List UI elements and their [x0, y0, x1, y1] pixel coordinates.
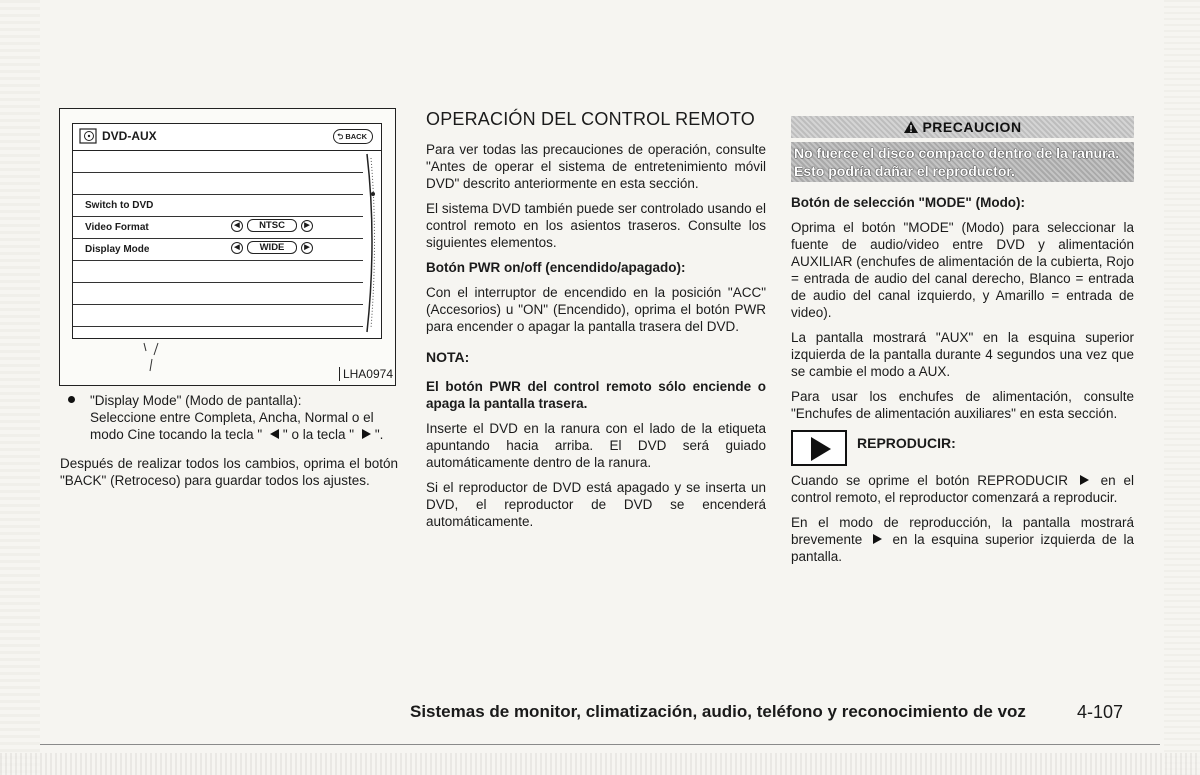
video-format-value: NTSC: [247, 219, 297, 232]
touch-cursor-icon: [140, 341, 170, 381]
nota-text: El botón PWR del control remoto sólo enciende o apaga la pantalla trasera.: [426, 379, 766, 411]
left-key-icon: [270, 429, 279, 439]
pwr-heading: Botón PWR on/off (encendido/apagado):: [426, 260, 686, 275]
dvd-aux-figure: [59, 108, 396, 386]
scan-edge-right: [1164, 0, 1200, 775]
empty-row: [73, 282, 363, 305]
paragraph: El sistema DVD también puede ser controlado usando el control remoto en los asientos traseros. Consulte los siguientes elementos.: [426, 201, 766, 250]
bullet-text-part2: " o la tecla ": [282, 427, 355, 442]
play-icon: [791, 430, 847, 466]
warning-title: PRECAUCION: [922, 119, 1022, 135]
back-button[interactable]: ⮌ BACK: [333, 129, 373, 144]
display-mode-value: WIDE: [247, 241, 297, 254]
back-instruction: Después de realizar todos los cambios, oprima el botón "BACK" (Retroceso) para guardar todos los ajustes.: [60, 456, 398, 488]
left-arrow-icon[interactable]: ◀: [231, 242, 243, 254]
play-inline-icon: [873, 534, 882, 544]
left-arrow-icon[interactable]: ◀: [231, 220, 243, 232]
paragraph: La pantalla mostrará "AUX" en la esquina superior izquierda de la pantalla durante 4 segundos una vez que se cambie el modo a AUX.: [791, 330, 1134, 379]
warning-text: No fuerce el disco compacto dentro de la ranura. Esto podría dañar el reproductor.: [791, 142, 1134, 182]
menu-row-switch-to-dvd[interactable]: [73, 194, 363, 217]
mode-heading: Botón de selección "MODE" (Modo):: [791, 195, 1026, 210]
scrollbar[interactable]: [365, 150, 379, 336]
play-mode-text-part1: En el modo de reproducción, la pantalla mostrará brevemente: [791, 515, 1134, 547]
right-arrow-icon[interactable]: ▶: [301, 220, 313, 232]
empty-row: [73, 260, 363, 283]
paragraph: Para usar los enchufes de alimentación, consulte "Enchufes de alimentación auxiliares" en esta sección.: [791, 389, 1134, 421]
bullet-title: "Display Mode" (Modo de pantalla):: [90, 393, 302, 408]
dvd-aux-screen: [72, 123, 382, 339]
play-text-part2: en el control remoto, el reproductor comenzará a reproducir.: [791, 473, 1134, 505]
empty-row: [73, 304, 363, 327]
play-mode-text-part2: en la esquina superior izquierda de la pantalla.: [791, 532, 1134, 564]
play-inline-icon: [1080, 475, 1089, 485]
right-column: [791, 116, 1134, 573]
empty-row: [73, 150, 363, 173]
nota-heading: NOTA:: [426, 349, 470, 365]
bullet-icon: [68, 396, 75, 403]
warning-header: [791, 116, 1134, 138]
paragraph: Si el reproductor de DVD está apagado y se inserta un DVD, el reproductor de DVD se encenderá automáticamente.: [426, 480, 766, 529]
paragraph: Oprima el botón "MODE" (Modo) para seleccionar la fuente de audio/video entre DVD y alimentación AUXILIAR (enchufes de alimentación de la cubierta, Rojo = entrada de audio del canal derecho, Blanco = entrada de audio del canal izquierdo, y Amarillo = entrada de video).: [791, 220, 1134, 320]
play-heading-row: [791, 430, 1134, 466]
disc-icon: [79, 128, 97, 144]
running-footer: Sistemas de monitor, climatización, audio, teléfono y reconocimiento de voz: [410, 702, 1026, 721]
section-heading: OPERACIÓN DEL CONTROL REMOTO: [426, 109, 755, 129]
right-arrow-icon[interactable]: ▶: [301, 242, 313, 254]
page-number: 4-107: [1077, 702, 1124, 722]
play-heading: REPRODUCIR:: [857, 434, 956, 451]
warning-icon: [903, 120, 919, 134]
bottom-rule: [40, 744, 1160, 745]
display-mode-bullet: [60, 392, 398, 443]
paragraph: Para ver todas las precauciones de operación, consulte "Antes de operar el sistema de entretenimiento móvil DVD" descrito anteriormente en esta sección.: [426, 142, 766, 191]
play-mode-paragraph: [791, 514, 1134, 565]
play-text-part1: Cuando se oprime el botón REPRODUCIR: [791, 473, 1068, 488]
play-paragraph: [791, 472, 1134, 506]
scan-edge-left: [0, 0, 40, 775]
menu-row-display-mode[interactable]: [73, 238, 363, 261]
menu-row-video-format[interactable]: [73, 216, 363, 239]
paragraph: Con el interruptor de encendido en la posición "ACC" (Accesorios) u "ON" (Encendido), oprima el botón PWR para encender o apagar la pantalla trasera del DVD.: [426, 285, 766, 334]
display-mode-control: [231, 241, 313, 254]
screen-header: [73, 124, 381, 151]
paragraph: Inserte el DVD en la ranura con el lado de la etiqueta apuntando hacia arriba. El DVD será guiado automáticamente dentro de la ranura.: [426, 421, 766, 470]
row-label: Switch to DVD: [85, 200, 154, 211]
bullet-text-part1: Seleccione entre Completa, Ancha, Normal o el modo Cine tocando la tecla ": [90, 410, 374, 442]
video-format-control: [231, 219, 313, 232]
bullet-text-part3: ".: [374, 427, 384, 442]
right-key-icon: [362, 429, 371, 439]
left-column: [60, 392, 398, 497]
screen-title: DVD-AUX: [102, 129, 157, 143]
scan-edge-bottom: [0, 753, 1200, 775]
row-label: Display Mode: [85, 244, 150, 255]
back-button-label: BACK: [345, 132, 367, 141]
row-label: Video Format: [85, 222, 149, 233]
figure-code: LHA0974: [339, 367, 393, 381]
middle-column: [426, 109, 766, 538]
empty-row: [73, 172, 363, 195]
